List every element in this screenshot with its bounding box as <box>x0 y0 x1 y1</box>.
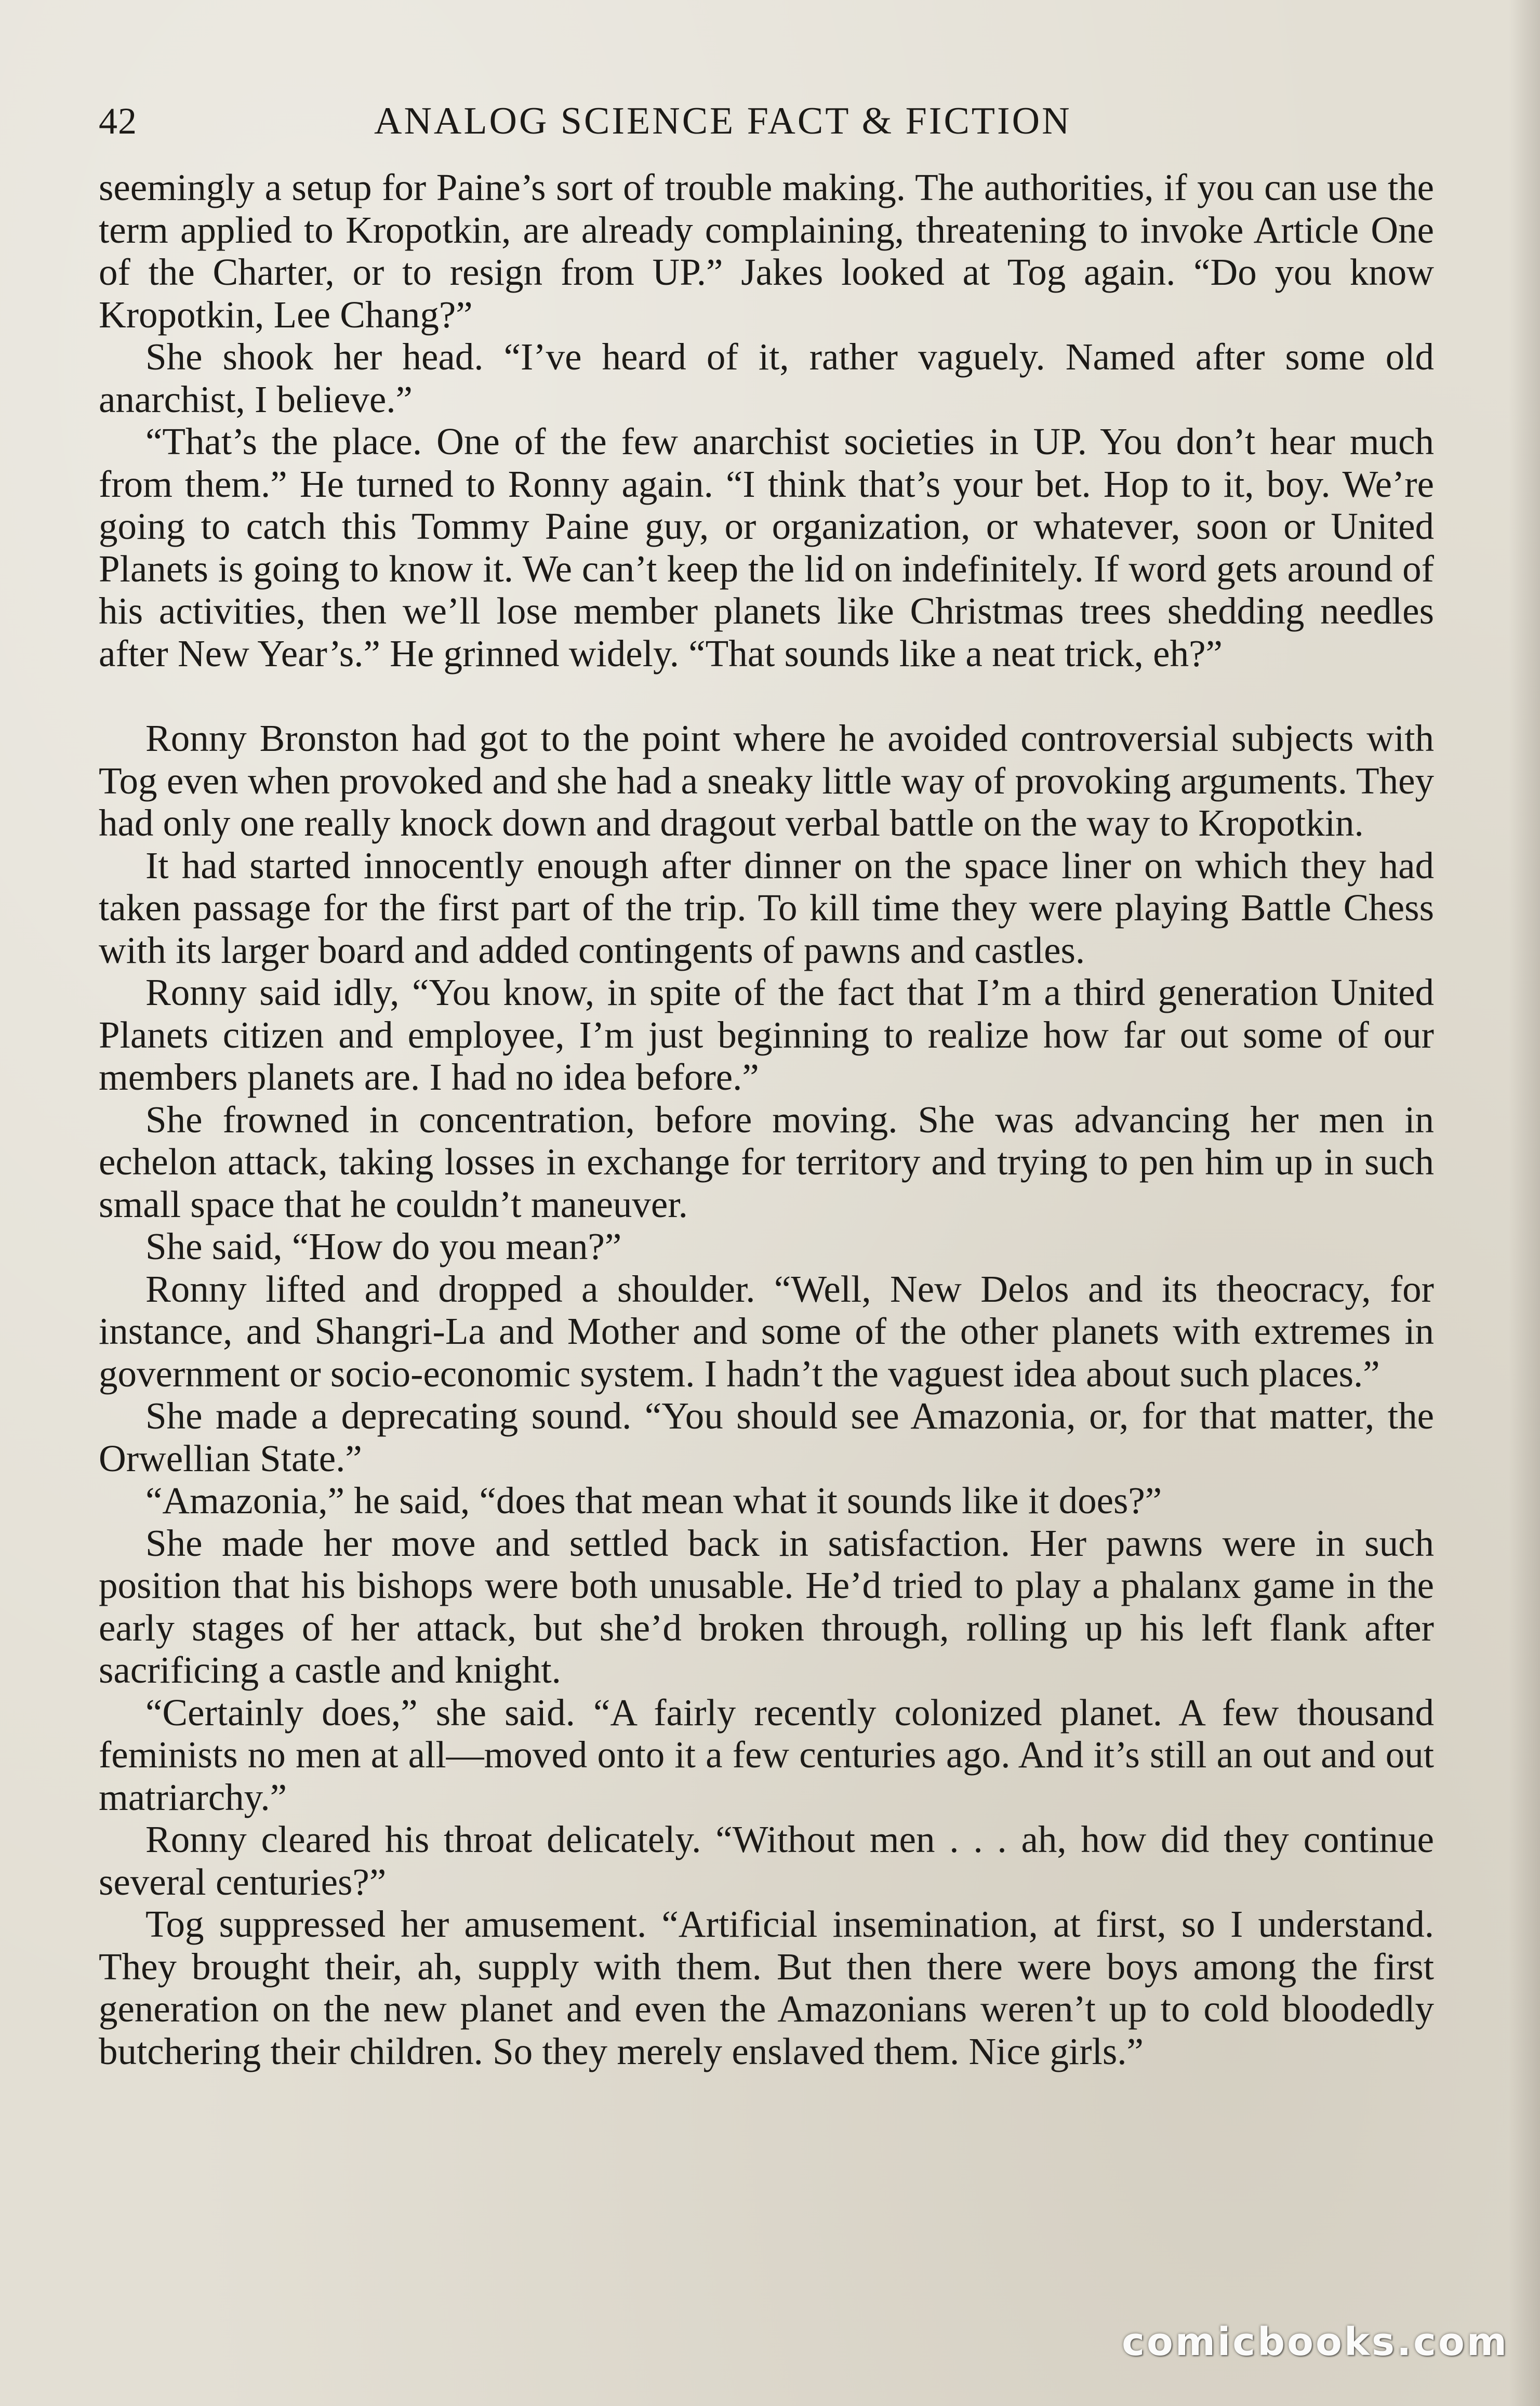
paragraph: She made her move and settled back in satisfaction. Her pawns were in such position that his bishops were both unusable. He’d tried to play a phalanx game in the early stages of her attack, but she’d broken through, rolling up his left flank after sacrificing a castle and knight. <box>99 1522 1434 1691</box>
paragraph: seemingly a setup for Paine’s sort of trouble making. The authorities, if you can use the term applied to Kropotkin, are already complaining, threatening to invoke Article One of the Charter, or to resign from UP.” Jakes looked at Tog again. “Do you know Kropotkin, Lee Chang?” <box>99 166 1434 336</box>
story-text <box>99 166 1434 2072</box>
paragraph: Ronny said idly, “You know, in spite of the fact that I’m a third generation United Planets citizen and employee, I’m just beginning to realize how far out some of our members planets are. I had no idea before.” <box>99 971 1434 1098</box>
paragraph: “Amazonia,” he said, “does that mean what it sounds like it does?” <box>145 1479 1162 1522</box>
paragraph: Ronny lifted and dropped a shoulder. “Well, New Delos and its theocracy, for instance, and Shangri-La and Mother and some of the other planets with extremes in government or socio-economic system. I hadn’t the vaguest idea about such places.” <box>99 1267 1434 1395</box>
paragraph: She frowned in concentration, before moving. She was advancing her men in echelon attack, taking losses in exchange for territory and trying to pen him up in such small space that he couldn’t maneuver. <box>99 1098 1434 1225</box>
paragraph: Ronny Bronston had got to the point where he avoided controversial subjects with Tog even when provoked and she had a sneaky little way of provoking arguments. They had only one really knock down and dragout verbal battle on the way to Kropotkin. <box>99 717 1434 844</box>
page-number: 42 <box>99 100 137 142</box>
site-watermark: comicbooks.com <box>1122 2320 1509 2364</box>
paragraph: She said, “How do you mean?” <box>145 1225 622 1267</box>
paragraph: Tog suppressed her amusement. “Artificial insemination, at first, so I understand. They brought their, ah, supply with them. But then there were boys among the first generation on the new planet and even the Amazonians weren’t up to cold bloodedly butchering their children. So they merely enslaved them. Nice girls.” <box>99 1903 1434 2072</box>
paragraph: She shook her head. “I’ve heard of it, rather vaguely. Named after some old anarchist, I believe.” <box>99 336 1434 420</box>
page-edge-shadow <box>1509 0 1540 2406</box>
paragraph: It had started innocently enough after dinner on the space liner on which they had taken passage for the first part of the trip. To kill time they were playing Battle Chess with its larger board and added contingents of pawns and castles. <box>99 844 1434 971</box>
running-head <box>99 92 1450 150</box>
paragraph: “Certainly does,” she said. “A fairly recently colonized planet. A few thousand feminists no men at all—moved onto it a few centuries ago. And it’s still an out and out matriarchy.” <box>99 1691 1434 1818</box>
paragraph: She made a deprecating sound. “You should see Amazonia, or, for that matter, the Orwellian State.” <box>99 1395 1434 1479</box>
paragraph: Ronny cleared his throat delicately. “Without men . . . ah, how did they continue several centuries?” <box>99 1818 1434 1903</box>
journal-title: ANALOG SCIENCE FACT & FICTION <box>374 100 1072 142</box>
paragraph: “That’s the place. One of the few anarchist societies in UP. You don’t hear much from them.” He turned to Ronny again. “I think that’s your bet. Hop to it, boy. We’re going to catch this Tommy Paine guy, or organization, or whatever, soon or United Planets is going to know it. We can’t keep the lid on indefinitely. If word gets around of his activities, then we’ll lose member planets like Christmas trees shedding needles after New Year’s.” He grinned widely. “That sounds like a neat trick, eh?” <box>99 420 1434 675</box>
